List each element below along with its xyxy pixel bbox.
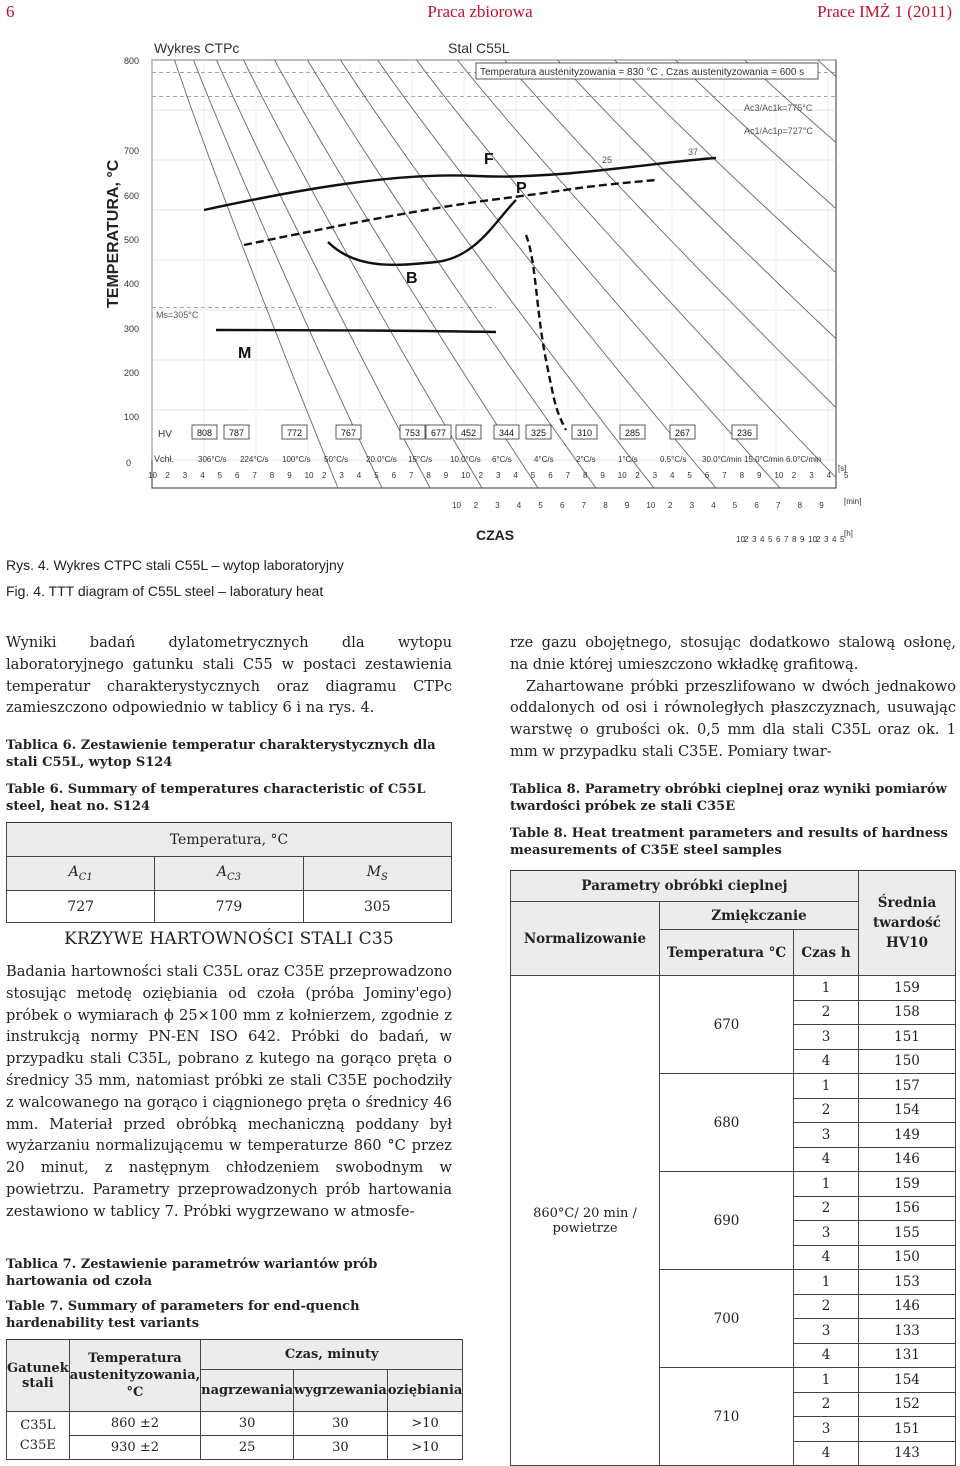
table8-time-cell: 1 (794, 1074, 859, 1099)
axis-tick-label: 10 (617, 471, 627, 480)
axis-tick-label: 6 (754, 501, 759, 510)
axis-tick-label: 8 (603, 501, 608, 510)
table6-col-ac1: $A_{C1}$ (7, 857, 155, 891)
axis-tick-label: 9 (757, 471, 762, 480)
axis-tick-label: 3 (496, 471, 501, 480)
table7-caption-pl: Tablica 7. Zestawienie parametrów wariantów prób hartowania od czoła (6, 1257, 378, 1289)
table8-hardness-cell: 152 (859, 1392, 956, 1417)
table7-header-grade: Gatunek stali (7, 1340, 70, 1412)
hardness-value: 267 (674, 428, 691, 438)
table8-hardness-cell: 151 (859, 1417, 956, 1442)
y-tick: 400 (124, 279, 140, 289)
table8-header-time: Czas h (794, 930, 859, 976)
table8-time-cell: 1 (794, 1270, 859, 1295)
table8-header-hardness: Średnia twardość HV10 (859, 871, 956, 976)
body-paragraph: Zahartowane próbki przeszlifowano w dwóch jednakowo oddalonych od osi i równoległych płaszczyznach, usuwając warstwę o grubości ok. 0,5 mm dla stali C35L oraz ok. 1 mm w przypadku stali C35E. Pomiary twar- (510, 677, 956, 760)
table7-cell: 25 (201, 1436, 294, 1460)
axis-tick-label: 2 (165, 471, 170, 480)
axis-tick-label: 3 (182, 471, 188, 480)
table8-time-cell: 2 (794, 1392, 859, 1417)
y-tick: 700 (124, 146, 140, 156)
table8-time-cell: 3 (794, 1417, 859, 1442)
page-number: 6 (6, 2, 15, 21)
cooling-rate: 306°C/s (198, 455, 227, 464)
cct-diagram (96, 30, 954, 555)
pearlite-label: P (516, 180, 527, 197)
cct-diagram-figure (96, 30, 954, 555)
axis-tick-label: 5 (217, 471, 223, 480)
table6-cell: 305 (303, 891, 451, 923)
hours-unit: [h] (844, 529, 853, 538)
axis-tick-label: 10 (461, 471, 471, 480)
cooling-rate: 224°C/s (240, 455, 269, 464)
cooling-rate: 15.0°C/min (744, 455, 784, 464)
table8-hardness-cell: 131 (859, 1343, 956, 1368)
table7-cell: 930 ±2 (69, 1436, 200, 1460)
table6-cell: 727 (7, 891, 155, 923)
body-paragraph: Badania hartowności stali C35L oraz C35E przeprowadzono stosując metodę oziębiania od czoła (próba Jominy'ego) próbek o wymiarach ϕ 25×100 mm z kołnierzem, zgodnie z instrukcją normy PN-EN ISO 642. Próbki do badań, w przypadku stali C35L, pobrano z kutego na gorąco pręta o średnicy 35 mm, natomiast próbki ze stali C35E pochodziły z walcowanego na gorąco i ciągnionego pręta o średnicy 46 mm. Materiał przed obróbką mechaniczną poddany był wyżarzaniu normalizującemu w temperaturze 860 °C przez 20 minut, z następnym chłodzeniem swobodnym w powietrzu. Parametry przeprowadzonych prób hartowania zestawiono w tablicy 7. Próbki wygrzewano w atmosfe- (6, 963, 452, 1220)
time-axis-minutes (452, 501, 824, 510)
table7-cell: 30 (294, 1436, 388, 1460)
ferrite-label: F (484, 151, 494, 168)
axis-tick-label: 5 (374, 471, 379, 480)
table8-time-cell: 2 (794, 1098, 859, 1123)
hardness-value: 325 (530, 428, 547, 438)
table7-header-cooling: oziębiania (387, 1370, 463, 1412)
table7-header-heating: nagrzewania (201, 1370, 294, 1412)
cooling-rate: 15°C/s (408, 455, 433, 464)
axis-tick-label: 10 (452, 501, 461, 510)
figure-caption-en: Fig. 4. TTT diagram of C55L steel – laboratury heat (6, 583, 324, 599)
axis-tick-label: 2 (473, 501, 479, 510)
axis-tick-label: 2 (322, 471, 327, 480)
table8-time-cell: 3 (794, 1221, 859, 1246)
axis-tick-label: 7 (409, 471, 414, 480)
table7-cell: 30 (201, 1412, 294, 1436)
axis-tick-label: 8 (792, 535, 797, 544)
curve-mark: 25 (602, 155, 613, 165)
y-tick: 100 (124, 412, 140, 422)
axis-tick-label: 3 (495, 501, 500, 510)
hardness-value: 285 (624, 428, 641, 438)
ac1-label: Ac1/Ac1p=727°C (744, 126, 813, 136)
table6-col-ac3: $A_{C3}$ (155, 857, 303, 891)
table8-hardness-cell: 159 (859, 1172, 956, 1197)
axis-tick-label: 5 (538, 501, 543, 510)
axis-tick-label: 8 (583, 471, 588, 480)
axis-tick-label: 5 (768, 535, 773, 544)
austenitizing-conditions: Temperatura austenityzowania = 830 °C , Czas austenityzowania = 600 s (480, 67, 805, 78)
journal-issue: Prace IMŻ 1 (2011) (817, 2, 952, 21)
minutes-unit: [min] (844, 497, 862, 506)
table8-time-cell: 1 (794, 1368, 859, 1393)
y-tick: 600 (124, 191, 140, 201)
table7-cell: >10 (387, 1412, 463, 1436)
table8-hardness-cell: 157 (859, 1074, 956, 1099)
axis-tick-label: 4 (832, 535, 837, 544)
axis-tick-label: 7 (784, 535, 789, 544)
continued-paragraph: rze gazu obojętnego, stosując dodatkowo stalową osłonę, na dnie której umieszczono wkładkę grafitową. (510, 634, 956, 673)
axis-tick-label: 8 (797, 501, 803, 510)
table8-caption-pl: Tablica 8. Parametry obróbki cieplnej oraz wyniki pomiarów twardości próbek ze stali C35E (510, 782, 947, 814)
hardness-value: 310 (576, 428, 593, 438)
axis-tick-label: 3 (652, 471, 658, 480)
table8-time-cell: 2 (794, 1196, 859, 1221)
table8-hardness-cell: 159 (859, 976, 956, 1001)
table7-header-temperature: Temperatura austenityzowania, °C (69, 1340, 200, 1412)
cooling-rate-row-label: Vchł. (154, 454, 175, 464)
axis-tick-label: 3 (689, 501, 695, 510)
table8-temperature-cell: 700 (660, 1270, 794, 1368)
axis-tick-label: 9 (624, 501, 630, 510)
y-tick: 800 (124, 56, 140, 66)
hardness-value: 808 (196, 428, 213, 438)
table7-grade: C35L (20, 1417, 56, 1433)
table8-time-cell: 3 (794, 1025, 859, 1050)
axis-tick-label: 3 (824, 535, 829, 544)
section-heading: KRZYWE HARTOWNOŚCI STALI C35 (64, 929, 394, 949)
axis-tick-label: 9 (600, 471, 605, 480)
axis-tick-label: 7 (581, 501, 587, 510)
axis-tick-label: 10 (808, 535, 817, 544)
axis-tick-label: 8 (426, 471, 431, 480)
table8-temperature-cell: 670 (660, 976, 794, 1074)
cooling-rate: 20.0°C/s (366, 455, 397, 464)
axis-tick-label: 4 (711, 501, 716, 510)
table8-time-cell: 4 (794, 1049, 859, 1074)
axis-tick-label: 2 (635, 471, 640, 480)
axis-tick-label: 10 (148, 471, 157, 480)
hardness-value: 787 (228, 428, 245, 438)
table8-hardness-cell: 154 (859, 1098, 956, 1123)
axis-tick-label: 4 (356, 471, 362, 480)
axis-tick-label: 4 (760, 535, 765, 544)
table8-time-cell: 1 (794, 976, 859, 1001)
table7-cell: 860 ±2 (69, 1412, 200, 1436)
steel-grade-title: Stal C55L (448, 40, 510, 56)
cooling-rate: 100°C/s (282, 455, 311, 464)
diagram-title: Wykres CTPc (154, 40, 240, 56)
table8-hardness-cell: 146 (859, 1147, 956, 1172)
table8-time-cell: 1 (794, 1172, 859, 1197)
hardness-value: 767 (340, 428, 357, 438)
table8-hardness-cell: 149 (859, 1123, 956, 1148)
axis-tick-label: 4 (516, 501, 522, 510)
table6-caption-en: Table 6. Summary of temperatures characteristic of C55L steel, heat no. S124 (6, 782, 426, 814)
table6 (6, 822, 452, 923)
table7 (6, 1339, 463, 1460)
axis-tick-label: 10 (736, 535, 745, 544)
table8-hardness-cell: 155 (859, 1221, 956, 1246)
table8-time-cell: 3 (794, 1123, 859, 1148)
table7-grades-cell (7, 1412, 70, 1460)
x-axis-label: CZAS (476, 527, 515, 543)
axis-tick-label: 7 (722, 471, 727, 480)
curve-mark: 37 (688, 147, 699, 157)
intro-paragraph: Wyniki badań dylatometrycznych dla wytopu laboratoryjnego gatunku stali C55 w postaci zestawienia temperatur charakterystycznych oraz diagramu CTPc zamieszczono odpowiednio w tablicy 6 i na rys. 4. (6, 634, 452, 717)
left-column-body (6, 961, 452, 1223)
cooling-rate: 0.5°C/s (660, 455, 687, 464)
axis-tick-label: 5 (840, 535, 845, 544)
table8-hardness-cell: 158 (859, 1000, 956, 1025)
table8-hardness-cell: 153 (859, 1270, 956, 1295)
table8-temperature-cell: 710 (660, 1368, 794, 1466)
table8-hardness-cell: 146 (859, 1294, 956, 1319)
cooling-rate: 1°C/s (618, 455, 638, 464)
axis-tick-label: 3 (809, 471, 814, 480)
hardness-value: 772 (286, 428, 303, 438)
table8-normalizing-value: 860°C/ 20 min / powietrze (511, 976, 660, 1466)
table8-header-normalizing: Normalizowanie (511, 902, 660, 976)
table6-col-ms: $M_S$ (303, 857, 451, 891)
bainite-label: B (406, 270, 418, 287)
hardness-value: 236 (736, 428, 753, 438)
axis-tick-label: 6 (235, 471, 240, 480)
table8-time-cell: 4 (794, 1441, 859, 1466)
axis-tick-label: 2 (816, 535, 821, 544)
seconds-unit: [s] (838, 464, 847, 473)
plot-frame (152, 60, 836, 488)
axis-tick-label: 8 (269, 471, 275, 480)
hardness-value: 344 (498, 428, 515, 438)
axis-tick-label: 5 (530, 471, 536, 480)
time-axis-hours (736, 535, 845, 544)
axis-tick-label: 7 (252, 471, 257, 480)
axis-tick-label: 4 (513, 471, 518, 480)
table8-header-temperature: Temperatura °C (660, 930, 794, 976)
axis-tick-label: 4 (200, 471, 205, 480)
hardness-value: 677 (430, 428, 447, 438)
cooling-rate: 2°C/s (576, 455, 596, 464)
table7-caption-en: Table 7. Summary of parameters for end-quench hardenability test variants (6, 1299, 360, 1331)
table7-grade: C35E (19, 1437, 56, 1453)
table7-cell: >10 (387, 1436, 463, 1460)
table8-time-cell: 2 (794, 1294, 859, 1319)
cooling-rate: 6.0°C/min (786, 455, 822, 464)
axis-tick-label: 6 (560, 501, 565, 510)
table8-time-cell: 2 (794, 1000, 859, 1025)
right-column-body (510, 632, 956, 763)
axis-tick-label: 6 (776, 535, 781, 544)
table8-hardness-cell: 133 (859, 1319, 956, 1344)
axis-tick-label: 6 (704, 471, 710, 480)
y-tick: 200 (124, 368, 140, 378)
table8-hardness-cell: 143 (859, 1441, 956, 1466)
y-axis-label: TEMPERATURA, °C (105, 159, 122, 308)
axis-tick-label: 4 (670, 471, 675, 480)
time-axis-seconds (148, 471, 849, 480)
cooling-rate: 6°C/s (492, 455, 512, 464)
table8-caption-en: Table 8. Heat treatment parameters and results of hardness measurements of C35E steel samples (510, 826, 948, 858)
axis-tick-label: 5 (844, 471, 849, 480)
axis-tick-label: 9 (443, 471, 449, 480)
hv-row-label: HV (158, 429, 172, 440)
axis-tick-label: 10 (774, 471, 784, 480)
cooling-rate: 4°C/s (534, 455, 554, 464)
table8-temperature-cell: 680 (660, 1074, 794, 1172)
axis-tick-label: 3 (339, 471, 344, 480)
axis-tick-label: 7 (776, 501, 781, 510)
table8-time-cell: 4 (794, 1147, 859, 1172)
axis-tick-label: 5 (732, 501, 738, 510)
martensite-label: M (238, 345, 252, 362)
axis-tick-label: 10 (646, 501, 656, 510)
table8-time-cell: 4 (794, 1245, 859, 1270)
axis-tick-label: 2 (744, 535, 749, 544)
table8 (510, 870, 956, 1466)
y-tick: 300 (124, 324, 140, 334)
table8-hardness-cell: 150 (859, 1049, 956, 1074)
axis-tick-label: 5 (687, 471, 692, 480)
table8-time-cell: 4 (794, 1343, 859, 1368)
table8-hardness-cell: 150 (859, 1245, 956, 1270)
table8-hardness-cell: 156 (859, 1196, 956, 1221)
axis-tick-label: 9 (819, 501, 824, 510)
ac3-label: Ac3/Ac1k=775°C (744, 103, 813, 113)
figure-caption-pl: Rys. 4. Wykres CTPC stali C55L – wytop laboratoryjny (6, 557, 344, 573)
cooling-rate: 30.0°C/min (702, 455, 742, 464)
axis-tick-label: 6 (391, 471, 397, 480)
journal-section: Praca zbiorowa (427, 2, 533, 21)
axis-tick-label: 7 (565, 471, 571, 480)
left-column-intro (6, 632, 452, 719)
axis-tick-label: 2 (791, 471, 797, 480)
table7-cell: 30 (294, 1412, 388, 1436)
table8-header-softening: Zmiękczanie (660, 902, 859, 930)
table6-cell: 779 (155, 891, 303, 923)
axis-tick-label: 9 (287, 471, 292, 480)
cooling-rate: 50°C/s (324, 455, 349, 464)
ms-label: Ms=305°C (156, 310, 199, 320)
axis-tick-label: 6 (548, 471, 553, 480)
table8-hardness-cell: 154 (859, 1368, 956, 1393)
table6-caption-pl: Tablica 6. Zestawienie temperatur charakterystycznych dla stali C55L, wytop S124 (6, 738, 436, 770)
hardness-value: 753 (404, 428, 421, 438)
y-tick: 500 (124, 235, 140, 245)
axis-tick-label: 2 (478, 471, 484, 480)
cooling-rate: 10.0°C/s (450, 455, 481, 464)
axis-tick-label: 10 (304, 471, 314, 480)
axis-tick-label: 3 (752, 535, 757, 544)
table7-header-soaking: wygrzewania (294, 1370, 388, 1412)
axis-tick-label: 9 (800, 535, 805, 544)
table8-time-cell: 3 (794, 1319, 859, 1344)
hardness-value: 452 (460, 428, 477, 438)
table6-header: Temperatura, °C (7, 823, 452, 857)
axis-tick-label: 2 (668, 501, 673, 510)
table7-header-time: Czas, minuty (201, 1340, 463, 1370)
table8-temperature-cell: 690 (660, 1172, 794, 1270)
cooling-rates-row (198, 455, 821, 464)
axis-tick-label: 4 (826, 471, 832, 480)
y-tick: 0 (126, 458, 132, 468)
table8-header-params: Parametry obróbki cieplnej (511, 871, 859, 902)
axis-tick-label: 8 (739, 471, 745, 480)
table8-hardness-cell: 151 (859, 1025, 956, 1050)
